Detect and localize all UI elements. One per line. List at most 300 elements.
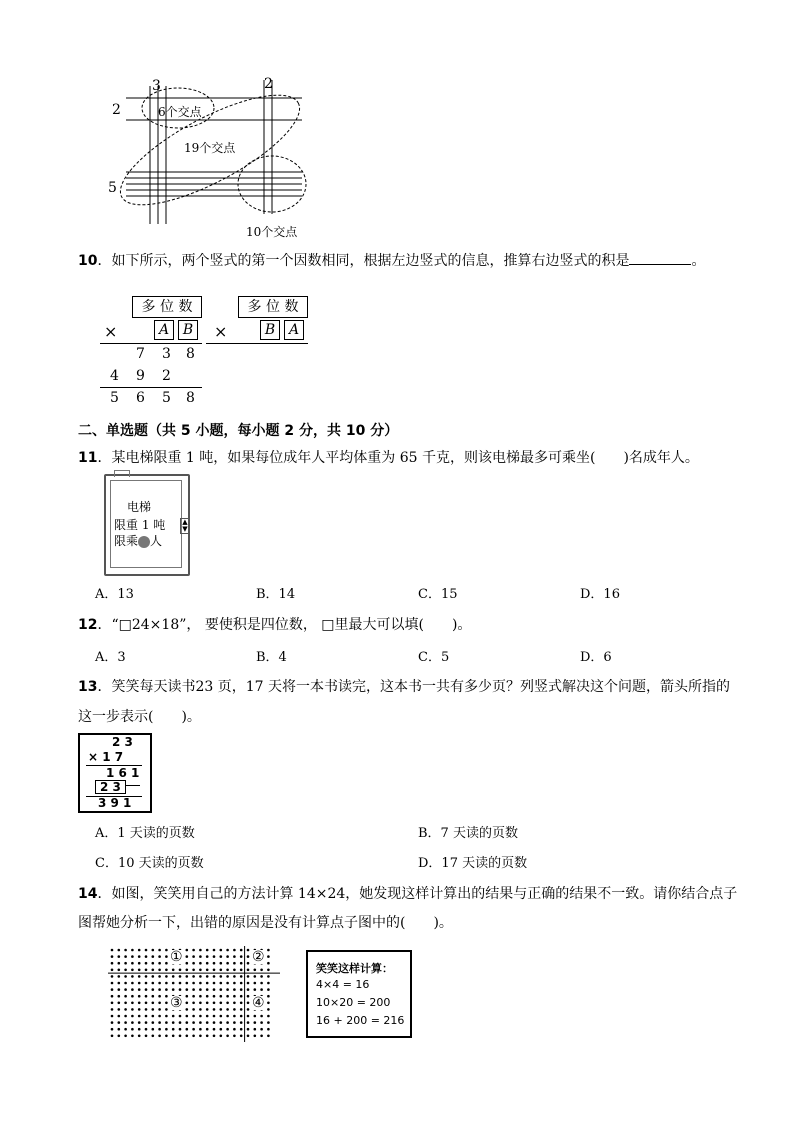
dot-grid-figure: [108, 946, 280, 1042]
grid-dot: [138, 1021, 141, 1024]
grid-dot: [192, 969, 195, 972]
grid-dot: [158, 1028, 161, 1031]
grid-dot: [186, 1028, 189, 1031]
grid-dot: [233, 955, 236, 958]
digit: 8: [186, 390, 195, 406]
question-text: ．笑笑每天读书23 页，17 天将一本书读完，这本书一共有多少页？列竖式解决这个问题，箭头所指的: [97, 679, 731, 695]
grid-dot: [260, 975, 263, 978]
grid-dot: [240, 962, 243, 965]
grid-dot: [111, 975, 114, 978]
grid-dot: [179, 1035, 182, 1038]
grid-dot: [260, 988, 263, 991]
grid-dot: [240, 982, 243, 985]
grid-dot: [213, 995, 216, 998]
grid-dot: [226, 1008, 229, 1011]
grid-dot: [220, 962, 223, 965]
grid-dot: [226, 975, 229, 978]
grid-dot: [206, 962, 209, 965]
grid-dot: [111, 995, 114, 998]
grid-dot: [138, 969, 141, 972]
grid-dot: [165, 988, 168, 991]
digit: 8: [186, 346, 195, 362]
grid-dot: [118, 1028, 121, 1031]
grid-dot: [131, 955, 134, 958]
grid-dot: [192, 975, 195, 978]
grid-dot: [118, 949, 121, 952]
grid-dot: [226, 1021, 229, 1024]
grid-dot: [213, 1021, 216, 1024]
grid-dot: [192, 1002, 195, 1005]
grid-dot: [192, 955, 195, 958]
grid-dot: [158, 955, 161, 958]
arrow-icon: [126, 785, 140, 786]
grid-dot: [186, 1035, 189, 1038]
digit: 7: [136, 346, 145, 362]
question-number: 11: [78, 450, 98, 466]
sign-line-1: 电梯: [126, 500, 151, 514]
ellipse-big-label: 19个交点: [184, 141, 236, 155]
grid-dot: [192, 962, 195, 965]
grid-dot: [186, 1021, 189, 1024]
grid-dot: [220, 949, 223, 952]
grid-dot: [233, 1028, 236, 1031]
grid-dot: [131, 1035, 134, 1038]
grid-dot: [213, 1035, 216, 1038]
region-4-label: ④: [252, 995, 265, 1011]
question-number: 14: [78, 886, 98, 902]
times-sign: ×: [104, 322, 118, 341]
grid-dot: [172, 982, 175, 985]
top-box: 多 位 数: [238, 296, 308, 318]
grid-dot: [172, 969, 175, 972]
digit: 2: [162, 368, 171, 384]
grid-dot: [233, 982, 236, 985]
grid-dot: [138, 982, 141, 985]
grid-dot: [220, 1015, 223, 1018]
sign-line-3b: 人: [150, 534, 163, 548]
grid-dot: [267, 949, 270, 952]
grid-dot: [152, 1028, 155, 1031]
grid-dot: [145, 1021, 148, 1024]
question-number: 13: [78, 679, 98, 695]
grid-dot: [247, 1035, 250, 1038]
grid-dot: [124, 1028, 127, 1031]
grid-dot: [172, 1028, 175, 1031]
grid-dot: [233, 1008, 236, 1011]
grid-dot: [118, 1021, 121, 1024]
grid-dot: [186, 949, 189, 952]
option-b[interactable]: B．7 天读的页数: [418, 826, 518, 841]
vertical-calc-box: 2 3 × 1 7 1 6 1 2 3 3 9 1: [78, 733, 152, 813]
grid-dot: [254, 1015, 257, 1018]
grid-dot: [111, 1035, 114, 1038]
grid-dot: [192, 949, 195, 952]
box-a: A: [284, 320, 304, 340]
grid-dot: [111, 988, 114, 991]
grid-dot: [206, 955, 209, 958]
grid-dot: [165, 975, 168, 978]
grid-dot: [111, 1002, 114, 1005]
grid-dot: [138, 1008, 141, 1011]
grid-dot: [254, 982, 257, 985]
section-title: 二、单选题（共 5 小题，每小题 2 分，共 10 分）: [78, 423, 399, 439]
grid-dot: [186, 955, 189, 958]
grid-dot: [206, 1021, 209, 1024]
grid-dot: [158, 995, 161, 998]
grid-dot: [138, 1028, 141, 1031]
grid-dot: [124, 988, 127, 991]
grid-dot: [165, 1002, 168, 1005]
grid-dot: [247, 1021, 250, 1024]
grid-dot: [124, 1002, 127, 1005]
grid-dot: [124, 1021, 127, 1024]
grid-dot: [226, 995, 229, 998]
grid-dot: [260, 1015, 263, 1018]
grid-dot: [172, 1035, 175, 1038]
grid-dot: [254, 1028, 257, 1031]
grid-dot: [152, 1015, 155, 1018]
grid-dot: [158, 975, 161, 978]
grid-dot: [158, 969, 161, 972]
grid-dot: [247, 969, 250, 972]
grid-dot: [165, 949, 168, 952]
sign-line-3a: 限乘: [114, 534, 139, 548]
option-c[interactable]: C．15: [418, 587, 458, 602]
grid-dot: [206, 988, 209, 991]
grid-dot: [247, 982, 250, 985]
grid-dot: [145, 1035, 148, 1038]
grid-dot: [165, 1035, 168, 1038]
grid-dot: [199, 1008, 202, 1011]
answer-blank[interactable]: [629, 252, 691, 265]
grid-dot: [267, 1028, 270, 1031]
option-a[interactable]: A．13: [95, 587, 134, 602]
grid-dot: [240, 1035, 243, 1038]
grid-dot: [131, 995, 134, 998]
grid-dot: [131, 1028, 134, 1031]
grid-dot: [145, 969, 148, 972]
grid-dot: [267, 1002, 270, 1005]
grid-dot: [172, 1015, 175, 1018]
grid-dot: [138, 1002, 141, 1005]
grid-dot: [152, 1035, 155, 1038]
question-text: ．如图，笑笑用自己的方法计算 14×24，她发现这样计算出的结果与正确的结果不一致。请你结合点子: [97, 886, 738, 902]
grid-dot: [213, 975, 216, 978]
grid-dot: [138, 955, 141, 958]
grid-dot: [213, 1002, 216, 1005]
option-c[interactable]: C．5: [418, 650, 450, 665]
grid-dot: [240, 995, 243, 998]
digit: 3: [162, 346, 171, 362]
grid-dot: [213, 988, 216, 991]
calc-left: [100, 294, 204, 408]
grid-dot: [199, 1028, 202, 1031]
grid-dot: [233, 1021, 236, 1024]
label-2-left: 2: [112, 102, 121, 118]
grid-dot: [118, 1015, 121, 1018]
grid-dot: [233, 969, 236, 972]
grid-dot: [267, 1015, 270, 1018]
grid-dot: [247, 1008, 250, 1011]
grid-dot: [220, 982, 223, 985]
grid-dot: [165, 969, 168, 972]
grid-dot: [199, 995, 202, 998]
grid-dot: [240, 1002, 243, 1005]
grid-dot: [158, 1035, 161, 1038]
option-d[interactable]: D．17 天读的页数: [418, 856, 528, 871]
grid-dot: [226, 1002, 229, 1005]
grid-dot: [254, 969, 257, 972]
grid-dot: [111, 949, 114, 952]
grid-dot: [172, 988, 175, 991]
question-text: ．某电梯限重 1 吨，如果每位成年人平均体重为 65 千克，则该电梯最多可乘坐( )名成年人。: [97, 450, 699, 466]
grid-dot: [192, 988, 195, 991]
grid-dot: [192, 1008, 195, 1011]
grid-dot: [220, 995, 223, 998]
grid-dot: [131, 1021, 134, 1024]
grid-dot: [138, 988, 141, 991]
question-14: [78, 883, 737, 903]
grid-dot: [206, 1002, 209, 1005]
grid-dot: [192, 1015, 195, 1018]
grid-dot: [206, 969, 209, 972]
grid-dot: [124, 955, 127, 958]
sign-line-2: 限重 1 吨: [114, 518, 166, 532]
grid-dot: [220, 955, 223, 958]
grid-dot: [199, 1015, 202, 1018]
option-b[interactable]: B．4: [256, 650, 287, 665]
grid-dot: [192, 1035, 195, 1038]
grid-dot: [233, 1015, 236, 1018]
grid-dot: [165, 1028, 168, 1031]
grid-dot: [226, 982, 229, 985]
lines-intersection-figure: [100, 72, 320, 242]
grid-dot: [165, 995, 168, 998]
grid-dot: [186, 969, 189, 972]
grid-dot: [247, 1002, 250, 1005]
question-number: 12: [78, 617, 98, 633]
grid-dot: [220, 975, 223, 978]
grid-dot: [226, 955, 229, 958]
grid-dot: [158, 982, 161, 985]
label-3-top: 3: [152, 78, 161, 94]
grid-dot: [199, 988, 202, 991]
grid-dot: [192, 982, 195, 985]
grid-dot: [247, 995, 250, 998]
grid-dot: [131, 969, 134, 972]
grid-dot: [247, 1028, 250, 1031]
grid-dot: [118, 1002, 121, 1005]
grid-dot: [118, 1035, 121, 1038]
grid-dot: [267, 988, 270, 991]
grid-dot: [131, 988, 134, 991]
grid-dot: [240, 988, 243, 991]
grid-dot: [199, 975, 202, 978]
grid-dot: [138, 1035, 141, 1038]
grid-dot: [165, 962, 168, 965]
grid-dot: [267, 982, 270, 985]
grid-dot: [260, 1021, 263, 1024]
grid-dot: [124, 975, 127, 978]
grid-dot: [124, 1008, 127, 1011]
option-c[interactable]: C．10 天读的页数: [95, 856, 204, 871]
label-2-top: 2: [264, 76, 273, 92]
grid-dot: [158, 949, 161, 952]
grid-dot: [233, 1035, 236, 1038]
method-box-title: 笑笑这样计算：: [316, 962, 393, 975]
grid-dot: [111, 969, 114, 972]
grid-dot: [267, 1021, 270, 1024]
grid-dot: [165, 1015, 168, 1018]
grid-dot: [186, 1008, 189, 1011]
grid-dot: [152, 1002, 155, 1005]
grid-dot: [254, 1021, 257, 1024]
box-b: B: [178, 320, 198, 340]
grid-dot: [145, 975, 148, 978]
grid-dot: [152, 975, 155, 978]
grid-dot: [118, 969, 121, 972]
grid-dot: [206, 1028, 209, 1031]
grid-dot: [247, 949, 250, 952]
grid-dot: [254, 988, 257, 991]
option-b[interactable]: B．14: [256, 587, 296, 602]
grid-dot: [158, 1015, 161, 1018]
grid-dot: [152, 1021, 155, 1024]
grid-dot: [118, 975, 121, 978]
grid-dot: [213, 969, 216, 972]
grid-dot: [152, 949, 155, 952]
grid-dot: [206, 995, 209, 998]
grid-dot: [199, 1035, 202, 1038]
grid-dot: [206, 982, 209, 985]
hidden-number-dot-icon: [138, 536, 150, 548]
grid-dot: [186, 1015, 189, 1018]
grid-dot: [131, 1015, 134, 1018]
grid-dot: [247, 955, 250, 958]
grid-dot: [226, 1015, 229, 1018]
option-a[interactable]: A．3: [95, 650, 126, 665]
grid-dot: [233, 988, 236, 991]
grid-dot: [124, 962, 127, 965]
grid-dot: [111, 1028, 114, 1031]
grid-dot: [145, 1028, 148, 1031]
highlighted-step: 2 3: [95, 780, 126, 794]
grid-dot: [254, 975, 257, 978]
grid-dot: [111, 1008, 114, 1011]
grid-dot: [267, 962, 270, 965]
grid-dot: [199, 982, 202, 985]
grid-dot: [206, 949, 209, 952]
question-13: [78, 676, 730, 696]
grid-dot: [192, 1021, 195, 1024]
grid-dot: [165, 982, 168, 985]
grid-dot: [233, 962, 236, 965]
grid-dot: [220, 1002, 223, 1005]
grid-dot: [111, 1021, 114, 1024]
grid-dot: [260, 1028, 263, 1031]
elevator-illustration: [104, 474, 190, 576]
calc-right: [206, 294, 310, 354]
grid-dot: [145, 962, 148, 965]
grid-dot: [186, 988, 189, 991]
grid-dot: [226, 962, 229, 965]
grid-dot: [240, 969, 243, 972]
grid-dot: [240, 955, 243, 958]
digit: 9: [136, 368, 145, 384]
grid-dot: [254, 1035, 257, 1038]
grid-dot: [220, 1028, 223, 1031]
grid-dot: [233, 949, 236, 952]
grid-dot: [131, 949, 134, 952]
grid-dot: [260, 1035, 263, 1038]
grid-dot: [138, 1015, 141, 1018]
grid-dot: [152, 982, 155, 985]
grid-dot: [220, 1021, 223, 1024]
grid-dot: [145, 949, 148, 952]
question-text: ．“□24×18”， 要使积是四位数， □里最大可以填( )。: [97, 617, 472, 633]
grid-dot: [240, 949, 243, 952]
option-d[interactable]: D．6: [580, 650, 612, 665]
grid-dot: [206, 1035, 209, 1038]
question-14-line2: 图帮她分析一下，出错的原因是没有计算点子图中的( )。: [78, 915, 453, 931]
grid-dot: [179, 988, 182, 991]
grid-dot: [152, 955, 155, 958]
grid-dot: [111, 1015, 114, 1018]
grid-dot: [240, 1008, 243, 1011]
grid-dot: [186, 975, 189, 978]
grid-dot: [213, 949, 216, 952]
grid-dot: [199, 1002, 202, 1005]
region-2-label: ②: [252, 949, 265, 965]
grid-dot: [186, 962, 189, 965]
grid-dot: [118, 988, 121, 991]
grid-dot: [192, 995, 195, 998]
ellipse-bottom-label: 10个交点: [246, 225, 298, 239]
grid-dot: [179, 969, 182, 972]
grid-dot: [267, 1035, 270, 1038]
grid-dot: [233, 1002, 236, 1005]
grid-dot: [145, 1002, 148, 1005]
question-10: 10．如下所示，两个竖式的第一个因数相同，根据左边竖式的信息，推算右边竖式的积是 。: [78, 253, 706, 269]
grid-dot: [179, 1015, 182, 1018]
grid-dot: [220, 988, 223, 991]
grid-dot: [131, 1008, 134, 1011]
grid-dot: [118, 962, 121, 965]
option-d[interactable]: D．16: [580, 587, 620, 602]
grid-dot: [206, 1008, 209, 1011]
grid-dot: [158, 1021, 161, 1024]
grid-dot: [131, 982, 134, 985]
grid-dot: [220, 969, 223, 972]
grid-dot: [152, 969, 155, 972]
grid-dot: [152, 988, 155, 991]
grid-dot: [179, 1021, 182, 1024]
grid-dot: [124, 1015, 127, 1018]
grid-dot: [172, 1021, 175, 1024]
method-box: 笑笑这样计算： 4×4 = 16 10×20 = 200 16 + 200 = 216: [306, 950, 412, 1038]
grid-dot: [226, 969, 229, 972]
top-box: 多 位 数: [132, 296, 202, 318]
digit: 5: [110, 390, 119, 406]
grid-dot: [267, 955, 270, 958]
grid-dot: [138, 962, 141, 965]
grid-dot: [267, 995, 270, 998]
grid-dot: [118, 982, 121, 985]
grid-dot: [111, 982, 114, 985]
option-a[interactable]: A．1 天读的页数: [95, 826, 195, 841]
grid-dot: [233, 975, 236, 978]
grid-dot: [199, 955, 202, 958]
